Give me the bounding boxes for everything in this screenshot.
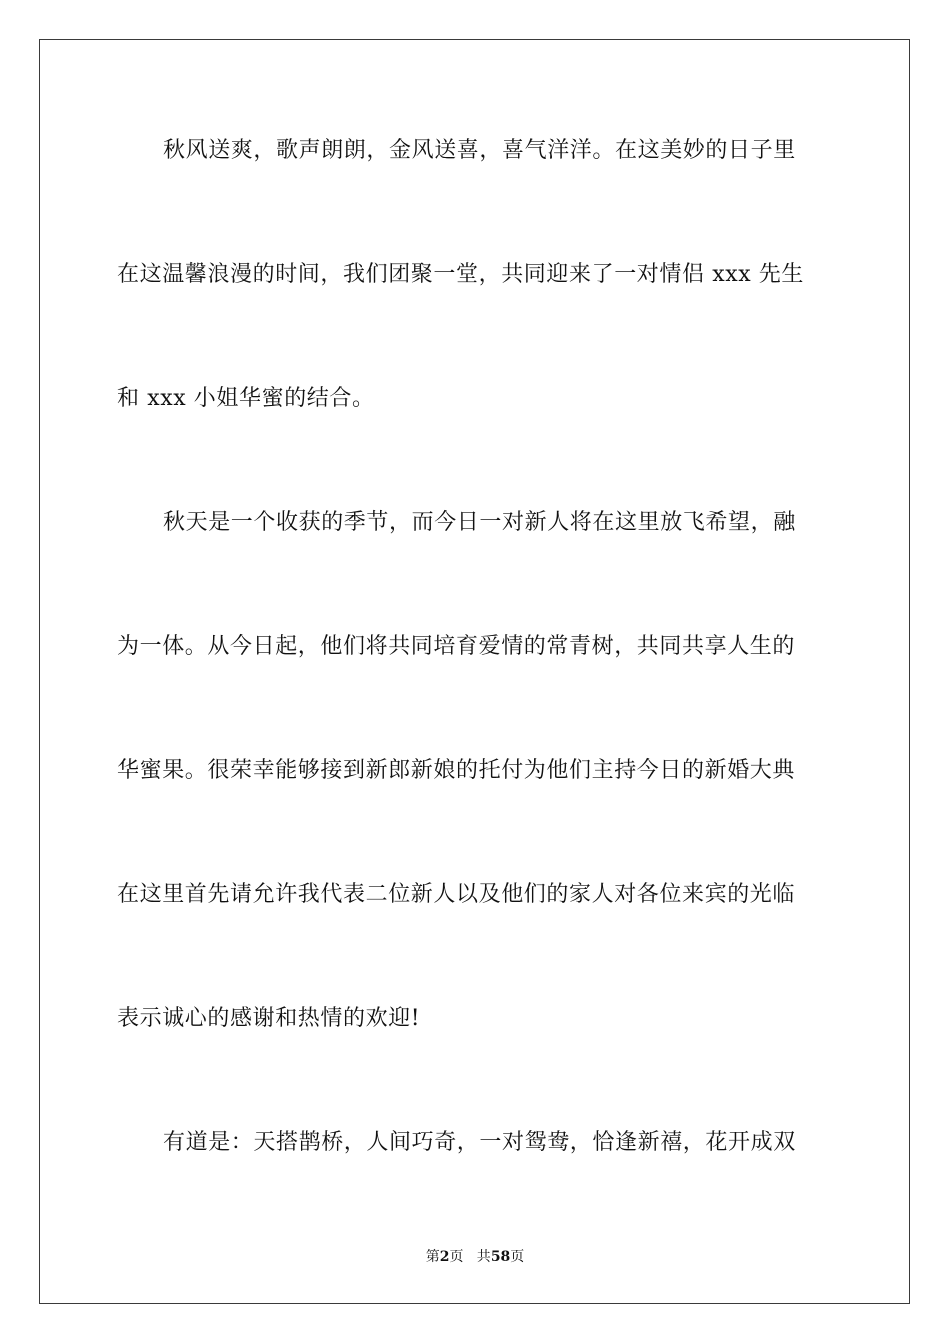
paragraph-line: 有道是：天搭鹊桥，人间巧奇，一对鸳鸯，恰逢新禧，花开成双	[163, 1130, 796, 1155]
paragraph-line: 在这里首先请允许我代表二位新人以及他们的家人对各位来宾的光临	[117, 882, 796, 907]
paragraph-line: 和 xxx 小姐华蜜的结合。	[117, 386, 375, 411]
footer-total-suffix: 页	[510, 1249, 525, 1265]
footer-total-pages: 58	[490, 1249, 511, 1265]
footer-page-number: 2	[439, 1249, 450, 1265]
footer-prefix: 第	[425, 1249, 440, 1265]
paragraph-line: 秋天是一个收获的季节，而今日一对新人将在这里放飞希望，融	[163, 510, 796, 535]
paragraph-line: 华蜜果。很荣幸能够接到新郎新娘的托付为他们主持今日的新婚大典	[117, 758, 796, 783]
page-border	[39, 39, 910, 1304]
paragraph-line: 为一体。从今日起，他们将共同培育爱情的常青树，共同共享人生的	[117, 634, 796, 659]
paragraph-line: 表示诚心的感谢和热情的欢迎!	[117, 1006, 421, 1031]
footer-page-suffix: 页 共	[449, 1249, 491, 1265]
page-footer	[0, 1248, 950, 1266]
paragraph-line: 在这温馨浪漫的时间，我们团聚一堂，共同迎来了一对情侣 xxx 先生	[117, 262, 805, 287]
paragraph-line: 秋风送爽，歌声朗朗，金风送喜，喜气洋洋。在这美妙的日子里	[163, 138, 796, 163]
